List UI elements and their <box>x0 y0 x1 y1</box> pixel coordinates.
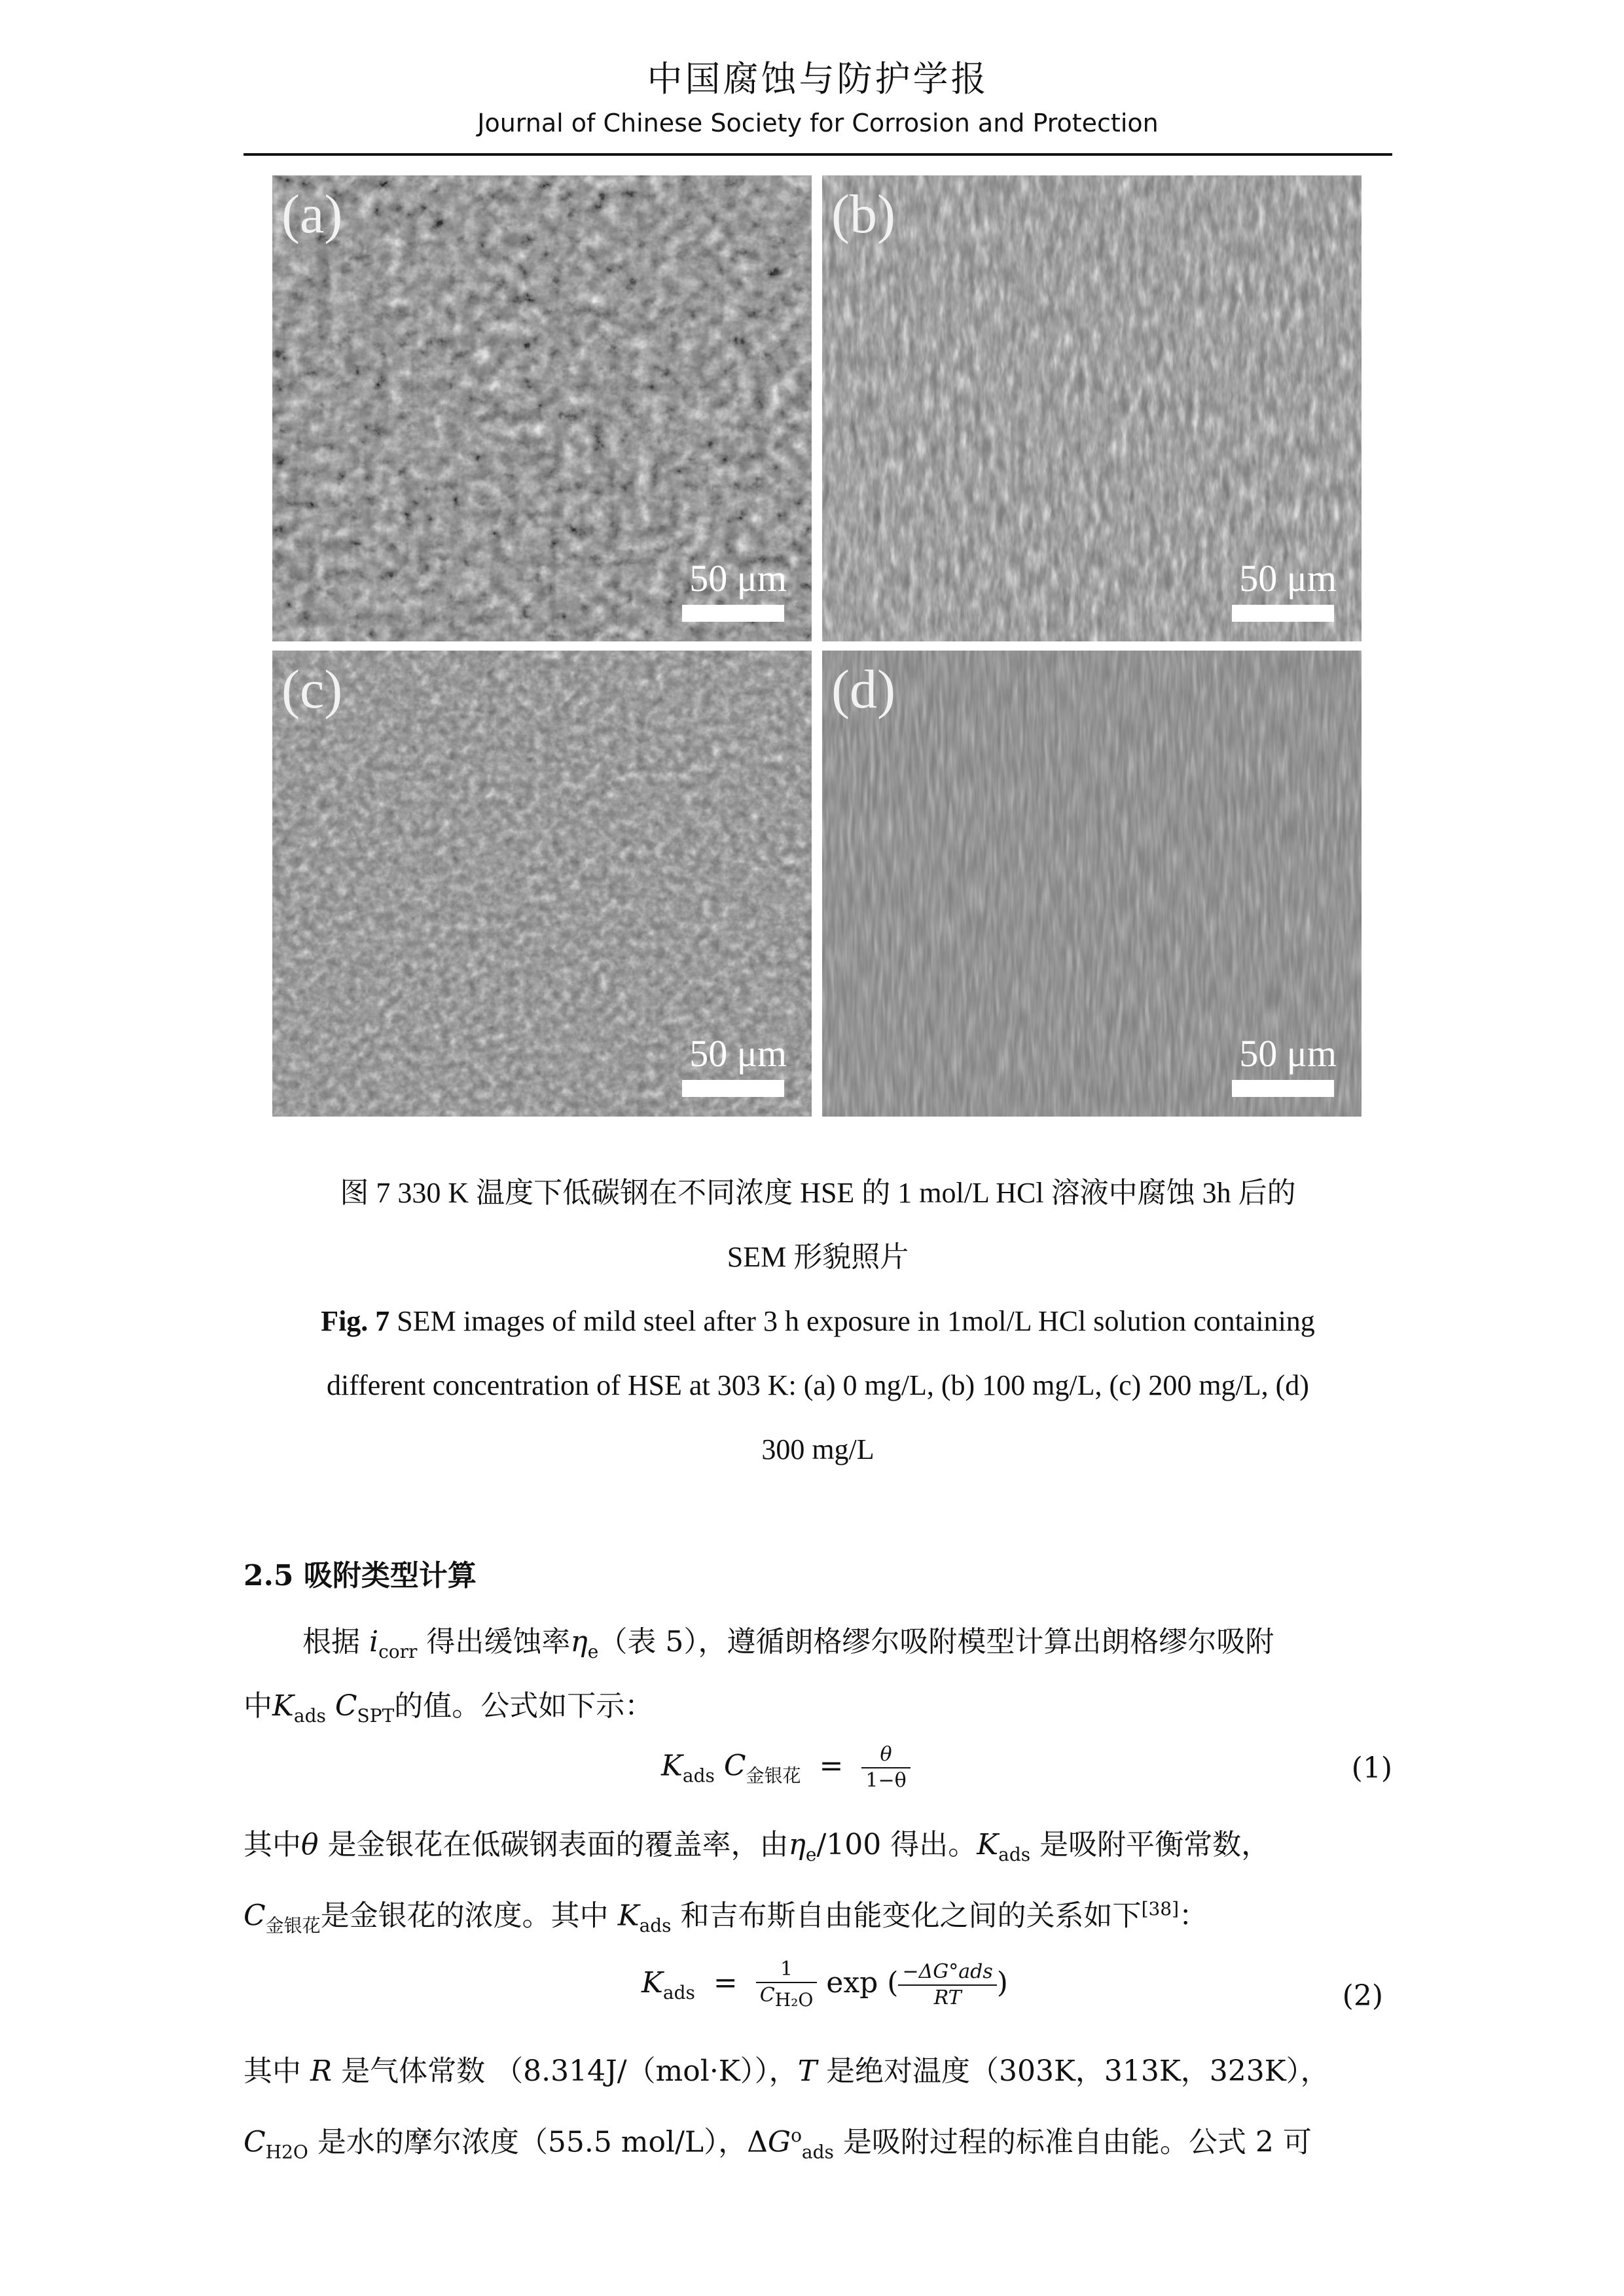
math-t: T <box>797 2054 818 2088</box>
paragraph-line-2 <box>244 1674 1392 1748</box>
fraction-2 <box>898 1960 996 2011</box>
sem-panel-a <box>272 175 812 641</box>
text: 是吸附过程的标准自由能。公式 2 可 <box>833 2125 1312 2159</box>
math-r: R <box>310 2054 333 2088</box>
caption-cn-line1: 图 7 330 K 温度下低碳钢在不同浓度 HSE 的 1 mol/L HCl 溶液中腐蚀 3h 后的 <box>340 1177 1296 1209</box>
math-sub: e <box>587 1640 599 1662</box>
fraction-1 <box>756 1957 818 2013</box>
scale-label-b: 50 μm <box>1239 557 1337 600</box>
scale-bar-d <box>1232 1080 1334 1097</box>
scale-bar-a <box>682 605 784 622</box>
sem-panel-c <box>272 651 812 1117</box>
text: 和吉布斯自由能变化之间的关系如下 <box>671 1899 1142 1933</box>
math-theta: θ <box>301 1828 319 1861</box>
panel-label-c: (c) <box>281 659 343 720</box>
text: 是气体常数 （8.314J/（mol·K））， <box>332 2054 798 2088</box>
math-sub: SPT <box>357 1704 395 1727</box>
scale-bar-c <box>682 1080 784 1097</box>
math-sub: ads <box>801 2141 834 2163</box>
section-heading: 2.5 吸附类型计算 <box>244 1559 477 1592</box>
panel-label-b: (b) <box>831 184 895 245</box>
math-g: G <box>767 2125 791 2159</box>
journal-title-en: Journal of Chinese Society for Corrosion and Protection <box>477 109 1159 137</box>
caption-fig-label: Fig. 7 <box>321 1305 390 1337</box>
journal-header <box>244 55 1392 141</box>
denominator <box>756 1983 818 2013</box>
scale-label-d: 50 μm <box>1239 1032 1337 1075</box>
caption-en-line1 <box>244 1289 1392 1354</box>
math-k: K <box>641 1966 663 2000</box>
caption-en-text1: SEM images of mild steel after 3 h exposure in 1mol/L HCl solution containing <box>389 1305 1315 1337</box>
panel-label-a: (a) <box>281 184 343 245</box>
math-sub: H₂O <box>774 1989 814 2011</box>
text: 是金银花的浓度。其中 <box>320 1899 618 1933</box>
denominator: RT <box>933 1986 962 2009</box>
text: 其中 <box>244 2054 310 2088</box>
fraction <box>861 1742 910 1793</box>
text: 中 <box>244 1689 272 1723</box>
equation-number-2: (2) <box>1342 1979 1383 2013</box>
text: 是绝对温度（303K，313K，323K）， <box>817 2054 1329 2088</box>
caption-en-line2: different concentration of HSE at 303 K: (a) 0 mg/L, (b) 100 mg/L, (c) 200 mg/L, (d) <box>327 1369 1309 1401</box>
math-c: C <box>759 1984 775 2007</box>
math-sub: e <box>805 1843 817 1865</box>
math-equals: = <box>713 1966 738 2000</box>
math-k: K <box>977 1828 999 1861</box>
text: （表 5），遵循朗格缪尔吸附模型计算出朗格缪尔吸附 <box>598 1625 1274 1659</box>
paragraph-line-4 <box>244 1877 1392 1958</box>
text: 的值。公式如下示： <box>394 1689 654 1723</box>
math-i: i <box>369 1625 379 1659</box>
text: 得出缓蚀率 <box>417 1625 571 1659</box>
math-sub: 金银花 <box>746 1765 801 1787</box>
math-sub: ads <box>639 1914 672 1937</box>
text: 是水的摩尔浓度（55.5 mol/L），Δ <box>308 2125 768 2159</box>
scale-bar-b <box>1232 605 1334 622</box>
math-sub: ads <box>293 1704 326 1727</box>
math-k: K <box>272 1689 294 1723</box>
math-eta: η <box>788 1828 806 1861</box>
math-sub: 金银花 <box>265 1914 321 1937</box>
math-sub: ads <box>682 1765 715 1787</box>
paragraph-line-1 <box>244 1610 1451 1684</box>
math-c: C <box>723 1749 746 1783</box>
sem-panel-b <box>822 175 1362 641</box>
denominator: 1−θ <box>865 1769 907 1792</box>
journal-title-cn: 中国腐蚀与防护学报 <box>647 58 989 99</box>
text: /100 得出。 <box>816 1828 977 1861</box>
math-exp: exp ( <box>826 1966 899 2000</box>
text: 是吸附平衡常数， <box>1030 1828 1271 1861</box>
math-k: K <box>617 1899 640 1933</box>
paragraph-line-6 <box>244 2104 1392 2184</box>
numerator: −ΔG°ads <box>898 1960 996 1986</box>
citation-ref[interactable]: [38] <box>1141 1898 1180 1920</box>
math-sub: ads <box>662 1981 695 2003</box>
scale-label-a: 50 μm <box>689 557 787 600</box>
math-paren: ) <box>996 1966 1008 2000</box>
caption-cn-line2: SEM 形貌照片 <box>727 1241 909 1273</box>
math-c: C <box>244 1899 266 1933</box>
equation-number-1: (1) <box>1351 1751 1392 1785</box>
caption-en-line3: 300 mg/L <box>761 1433 875 1465</box>
equation-1 <box>661 1742 911 1793</box>
header-rule <box>244 153 1392 156</box>
math-sub: corr <box>378 1640 418 1662</box>
text: 是金银花在低碳钢表面的覆盖率，由 <box>318 1828 789 1861</box>
scale-label-c: 50 μm <box>689 1032 787 1075</box>
numerator: 1 <box>756 1957 818 1983</box>
math-c: C <box>244 2125 266 2159</box>
math-k: K <box>661 1749 683 1783</box>
math-sub: H2O <box>265 2141 308 2163</box>
math-sub: ads <box>998 1843 1031 1865</box>
math-c: C <box>334 1689 357 1723</box>
paragraph-line-3 <box>244 1813 1392 1887</box>
math-sup: o <box>791 2125 802 2146</box>
math-eta: η <box>570 1625 588 1659</box>
paragraph-line-5 <box>244 2039 1392 2104</box>
numerator: θ <box>861 1742 910 1768</box>
panel-label-d: (d) <box>831 659 895 720</box>
text: 根据 <box>302 1625 369 1659</box>
text: 其中 <box>244 1828 301 1861</box>
equation-2 <box>641 1957 1008 2013</box>
math-equals: = <box>819 1749 844 1783</box>
text: ： <box>1179 1899 1208 1933</box>
sem-panel-d <box>822 651 1362 1117</box>
